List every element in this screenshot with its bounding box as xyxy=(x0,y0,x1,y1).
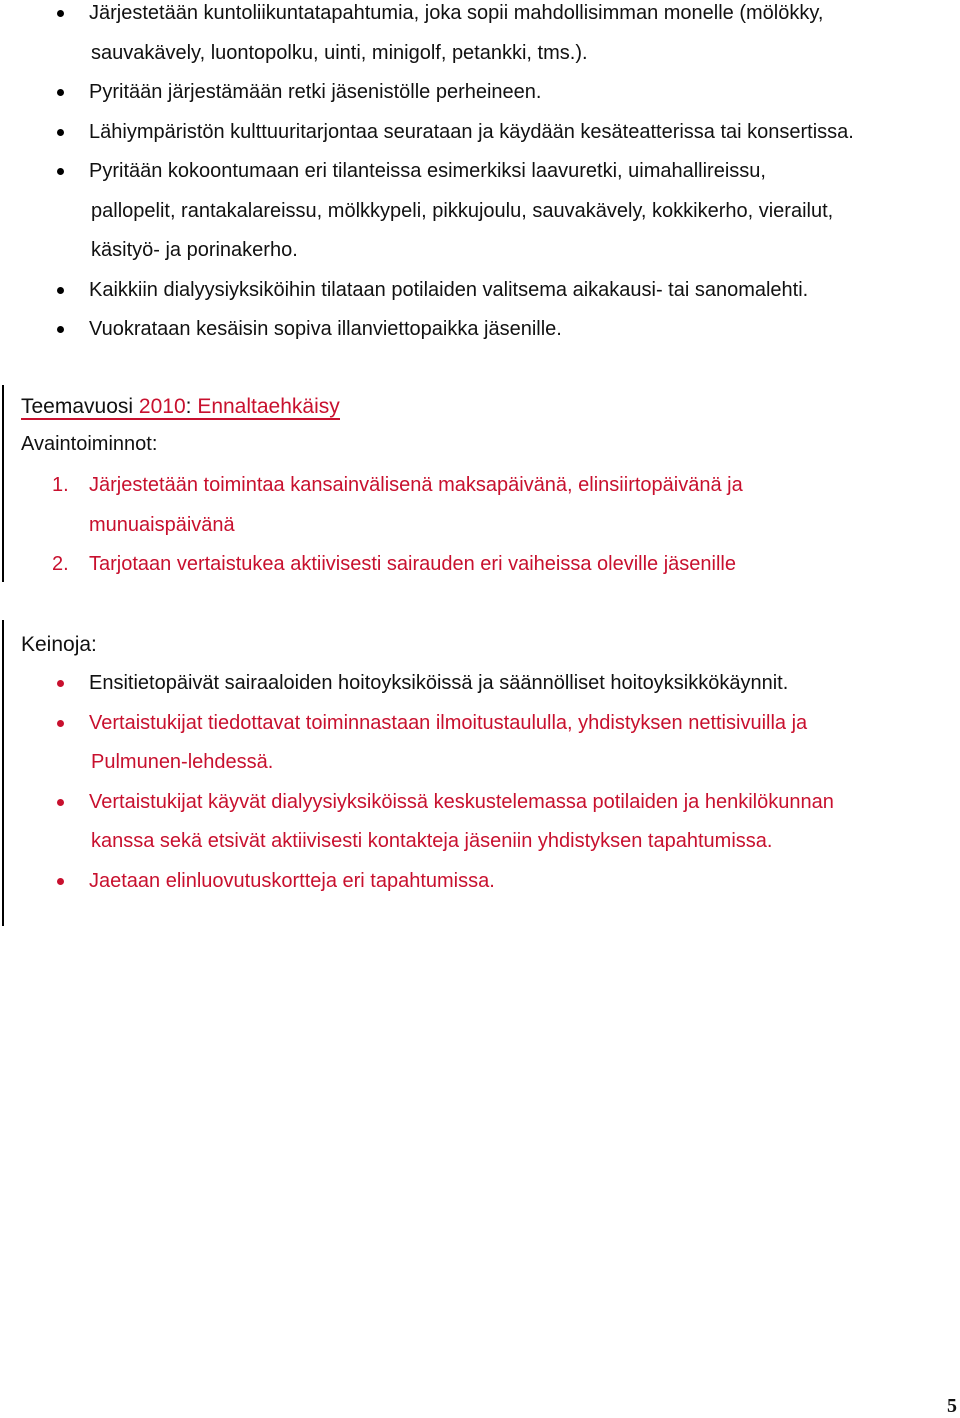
list-item: Lähiympäristön kulttuuritarjontaa seurataan ja käydään kesäteatterissa tai konsertissa. xyxy=(0,113,960,153)
bullet-icon xyxy=(57,287,64,294)
list-item: Järjestetään kuntoliikuntatapahtumia, joka sopii mahdollisimman monelle (mölökky, sauvakävely, luontopolku, uinti, minigolf, petankki, tms.). xyxy=(0,0,960,73)
bullet-icon xyxy=(57,10,64,17)
list-item: Jaetaan elinluovutuskortteja eri tapahtumissa. xyxy=(0,862,960,902)
methods-heading: Keinoja: xyxy=(21,633,97,656)
bullet-icon xyxy=(57,680,64,687)
list-item: Kaikkiin dialyysiyksiköihin tilataan potilaiden valitsema aikakausi- tai sanomalehti. xyxy=(0,271,960,311)
bullet-icon xyxy=(57,878,64,885)
bullet-icon xyxy=(57,168,64,175)
key-actions-label: Avaintoiminnot: xyxy=(21,433,158,455)
list-item: Pyritään kokoontumaan eri tilanteissa esimerkiksi laavuretki, uimahallireissu, pallopelit, rantakalareissu, mölkkypeli, pikkujoulu, sauvakävely, kokkikerho, vierailut, käsityö- ja porinakerho. xyxy=(0,152,960,271)
list-item: Vuokrataan kesäisin sopiva illanviettopaikka jäsenille. xyxy=(0,310,960,350)
bullet-icon xyxy=(57,720,64,727)
theme-heading xyxy=(21,392,340,422)
methods-list xyxy=(0,664,960,901)
key-actions-list xyxy=(0,466,960,585)
list-item: 2. Tarjotaan vertaistukea aktiivisesti sairauden eri vaiheissa oleville jäsenille xyxy=(52,553,736,575)
bullet-icon xyxy=(57,326,64,333)
theme-title: Teemavuosi 2010: Ennaltaehkäisy xyxy=(21,395,340,418)
activities-list xyxy=(0,0,960,350)
list-item: Pyritään järjestämään retki jäsenistölle perheineen. xyxy=(0,73,960,113)
bullet-icon xyxy=(57,799,64,806)
bullet-icon xyxy=(57,89,64,96)
bullet-icon xyxy=(57,129,64,136)
list-item: 1. Järjestetään toimintaa kansainvälisenä maksapäivänä, elinsiirtopäivänä ja munuaispäivänä xyxy=(52,474,743,536)
list-item: Ensitietopäivät sairaaloiden hoitoyksiköissä ja säännölliset hoitoyksikkökäynnit. xyxy=(0,664,960,704)
list-item: Vertaistukijat tiedottavat toiminnastaan ilmoitustaululla, yhdistyksen nettisivuilla ja Pulmunen-lehdessä. xyxy=(0,704,960,783)
list-item: Vertaistukijat käyvät dialyysiyksiköissä keskustelemassa potilaiden ja henkilökunnan kanssa sekä etsivät aktiivisesti kontakteja jäseniin yhdistyksen tapahtumissa. xyxy=(0,783,960,862)
page-number: 5 xyxy=(947,1395,957,1417)
